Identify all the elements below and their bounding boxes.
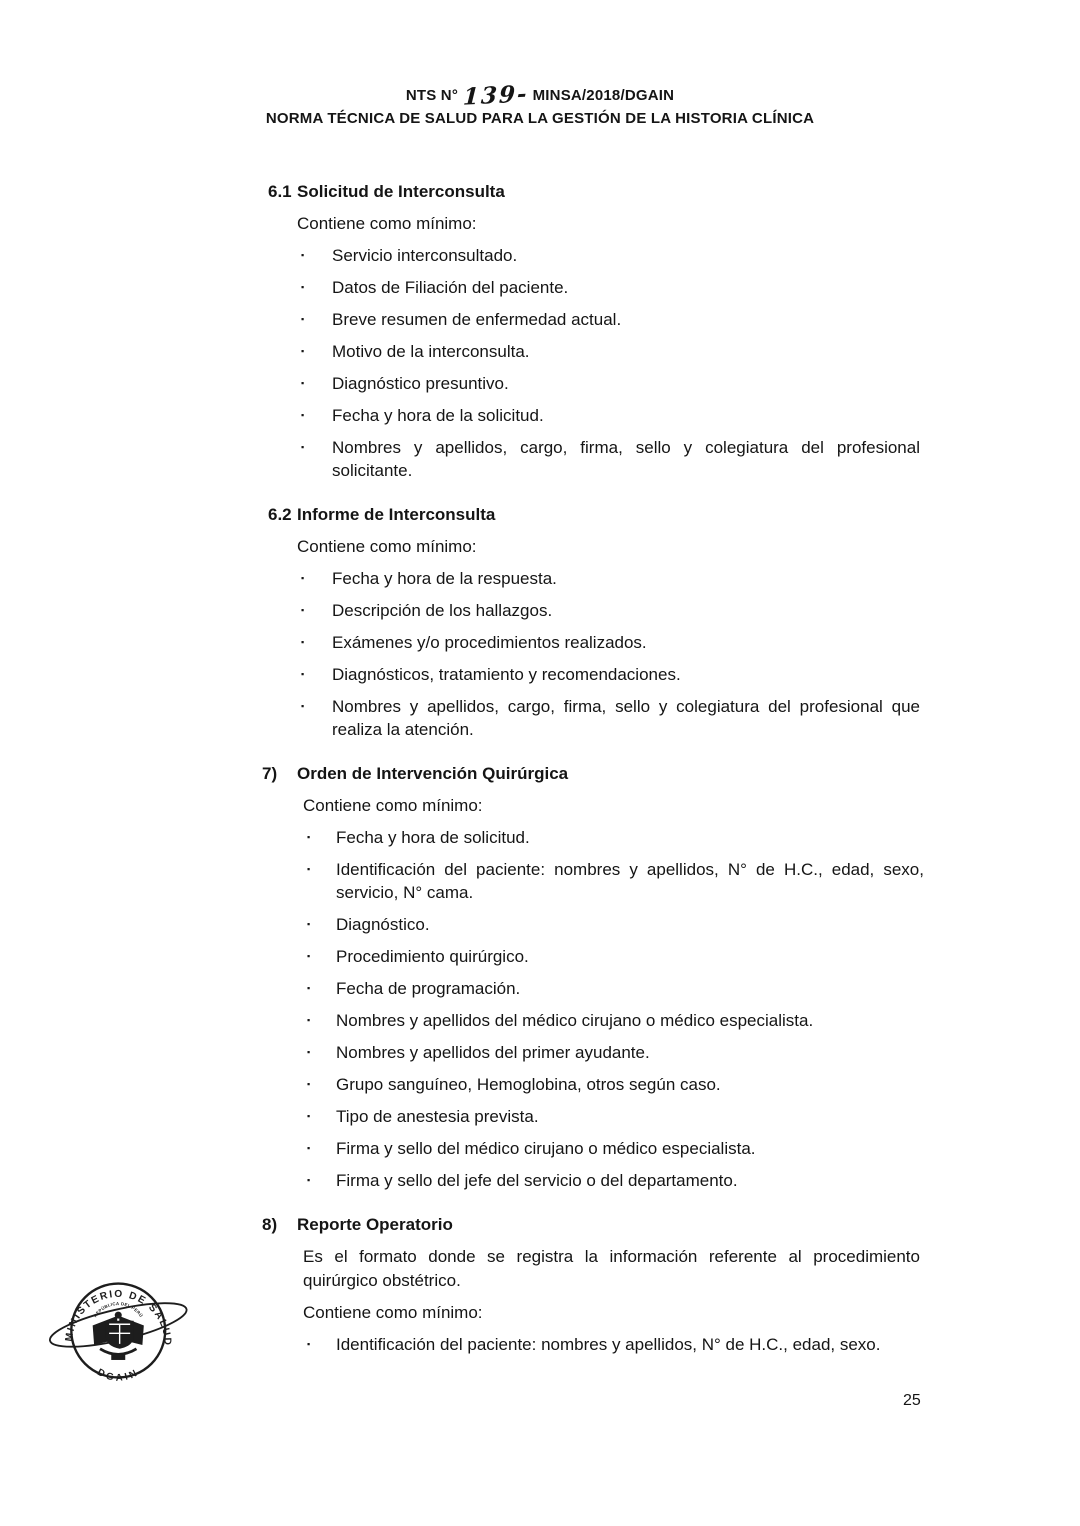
section-title: Orden de Intervención Quirúrgica — [297, 764, 569, 783]
header-line1 — [0, 80, 1080, 111]
square-bullet-icon: ▪ — [301, 314, 305, 324]
section-number: 6.2 — [268, 505, 292, 524]
section-number: 8) — [262, 1215, 278, 1234]
list-item-text: Nombres y apellidos del primer ayudante. — [336, 1043, 650, 1062]
list-item-text: Diagnósticos, tratamiento y recomendaciones. — [332, 665, 681, 684]
bullet-list — [297, 567, 924, 741]
section-paragraph: Es el formato donde se registra la información referente al procedimiento quirúrgico obstétrico. — [303, 1247, 920, 1290]
list-item-text: Grupo sanguíneo, Hemoglobina, otros según caso. — [336, 1075, 721, 1094]
square-bullet-icon: ▪ — [307, 864, 311, 874]
square-bullet-icon: ▪ — [307, 1143, 311, 1153]
section-number: 7) — [262, 764, 278, 783]
list-item — [297, 308, 924, 331]
list-item — [303, 1105, 924, 1128]
square-bullet-icon: ▪ — [301, 378, 305, 388]
list-item — [297, 372, 924, 395]
list-item-text: Diagnóstico presuntivo. — [332, 374, 509, 393]
square-bullet-icon: ▪ — [301, 410, 305, 420]
list-item — [303, 826, 924, 849]
section-number: 6.1 — [268, 182, 292, 201]
list-item — [297, 663, 924, 686]
square-bullet-icon: ▪ — [307, 1111, 311, 1121]
square-bullet-icon: ▪ — [301, 250, 305, 260]
list-item — [303, 1137, 924, 1160]
list-item — [303, 858, 924, 904]
square-bullet-icon: ▪ — [307, 1015, 311, 1025]
square-bullet-icon: ▪ — [307, 832, 311, 842]
list-item-text: Fecha y hora de la respuesta. — [332, 569, 557, 588]
document-header — [0, 80, 1080, 130]
list-item-text: Nombres y apellidos, cargo, firma, sello y colegiatura del profesional que realiza la atención. — [332, 697, 920, 739]
list-item-text: Datos de Filiación del paciente. — [332, 278, 569, 297]
ministry-seal — [44, 1266, 196, 1400]
list-item — [297, 631, 924, 654]
square-bullet-icon: ▪ — [307, 951, 311, 961]
section-title: Solicitud de Interconsulta — [297, 182, 505, 201]
square-bullet-icon: ▪ — [301, 442, 305, 452]
list-item — [303, 1073, 924, 1096]
bullet-list — [303, 1333, 924, 1356]
section-intro: Contiene como mínimo: — [297, 214, 477, 233]
list-item — [303, 1009, 924, 1032]
section-content — [297, 212, 924, 482]
square-bullet-icon: ▪ — [301, 701, 305, 711]
seal-ring-text-bottom: DGAIN — [95, 1366, 142, 1384]
section-intro: Contiene como mínimo: — [297, 537, 477, 556]
section-8 — [262, 1213, 924, 1356]
section-heading — [262, 762, 924, 785]
bullet-list — [297, 244, 924, 482]
section-intro: Contiene como mínimo: — [303, 796, 483, 815]
document-body — [262, 180, 924, 1377]
list-item-text: Descripción de los hallazgos. — [332, 601, 553, 620]
section-title: Informe de Interconsulta — [297, 505, 496, 524]
list-item — [303, 1041, 924, 1064]
list-item-text: Motivo de la interconsulta. — [332, 342, 530, 361]
list-item-text: Identificación del paciente: nombres y apellidos, N° de H.C., edad, sexo. — [336, 1335, 881, 1354]
handwritten-document-number: 139- — [462, 80, 530, 111]
bullet-list — [303, 826, 924, 1192]
list-item-text: Tipo de anestesia prevista. — [336, 1107, 539, 1126]
list-item — [297, 340, 924, 363]
list-item — [303, 977, 924, 1000]
list-item-text: Procedimiento quirúrgico. — [336, 947, 529, 966]
list-item — [297, 404, 924, 427]
section-6.1 — [268, 180, 924, 482]
section-heading — [262, 1213, 924, 1236]
list-item-text: Nombres y apellidos, cargo, firma, sello y colegiatura del profesional solicitante. — [332, 438, 920, 480]
square-bullet-icon: ▪ — [307, 983, 311, 993]
list-item — [297, 436, 924, 482]
list-item — [297, 567, 924, 590]
square-bullet-icon: ▪ — [301, 346, 305, 356]
list-item-text: Diagnóstico. — [336, 915, 430, 934]
section-intro: Contiene como mínimo: — [303, 1303, 483, 1322]
square-bullet-icon: ▪ — [307, 1047, 311, 1057]
list-item — [303, 913, 924, 936]
section-heading — [268, 180, 924, 203]
square-bullet-icon: ▪ — [301, 573, 305, 583]
header-nts-prefix: NTS N° — [405, 87, 459, 104]
square-bullet-icon: ▪ — [307, 919, 311, 929]
square-bullet-icon: ▪ — [307, 1079, 311, 1089]
header-line2: NORMA TÉCNICA DE SALUD PARA LA GESTIÓN DE LA HISTORIA CLÍNICA — [265, 110, 815, 127]
list-item-text: Identificación del paciente: nombres y apellidos, N° de H.C., edad, sexo, servicio, N° cama. — [336, 860, 924, 902]
list-item — [303, 1333, 924, 1356]
square-bullet-icon: ▪ — [301, 637, 305, 647]
section-content — [297, 535, 924, 741]
list-item — [297, 599, 924, 622]
list-item — [297, 244, 924, 267]
list-item — [303, 945, 924, 968]
seal-graphic — [44, 1266, 196, 1400]
square-bullet-icon: ▪ — [301, 669, 305, 679]
square-bullet-icon: ▪ — [301, 605, 305, 615]
section-content — [303, 794, 924, 1192]
list-item — [297, 276, 924, 299]
section-content — [303, 1245, 924, 1356]
section-7 — [262, 762, 924, 1192]
list-item-text: Firma y sello del médico cirujano o médico especialista. — [336, 1139, 756, 1158]
list-item-text: Fecha y hora de solicitud. — [336, 828, 530, 847]
coat-of-arms-icon — [93, 1312, 143, 1360]
list-item-text: Firma y sello del jefe del servicio o del departamento. — [336, 1171, 738, 1190]
list-item-text: Servicio interconsultado. — [332, 246, 518, 265]
section-heading — [268, 503, 924, 526]
square-bullet-icon: ▪ — [307, 1339, 311, 1349]
list-item-text: Fecha y hora de la solicitud. — [332, 406, 544, 425]
page-number: 25 — [903, 1392, 921, 1409]
section-6.2 — [268, 503, 924, 741]
header-nts-suffix: MINSA/2018/DGAIN — [532, 87, 675, 104]
section-title: Reporte Operatorio — [297, 1215, 453, 1234]
list-item-text: Exámenes y/o procedimientos realizados. — [332, 633, 647, 652]
seal-inner-text: REPÚBLICA DEL PERÚ — [92, 1301, 144, 1319]
square-bullet-icon: ▪ — [301, 282, 305, 292]
list-item-text: Nombres y apellidos del médico cirujano o médico especialista. — [336, 1011, 814, 1030]
list-item — [303, 1169, 924, 1192]
square-bullet-icon: ▪ — [307, 1175, 311, 1185]
seal-ring-text-top: MINISTERIO DE SALUD — [63, 1288, 173, 1347]
list-item-text: Breve resumen de enfermedad actual. — [332, 310, 622, 329]
list-item-text: Fecha de programación. — [336, 979, 521, 998]
list-item — [297, 695, 924, 741]
